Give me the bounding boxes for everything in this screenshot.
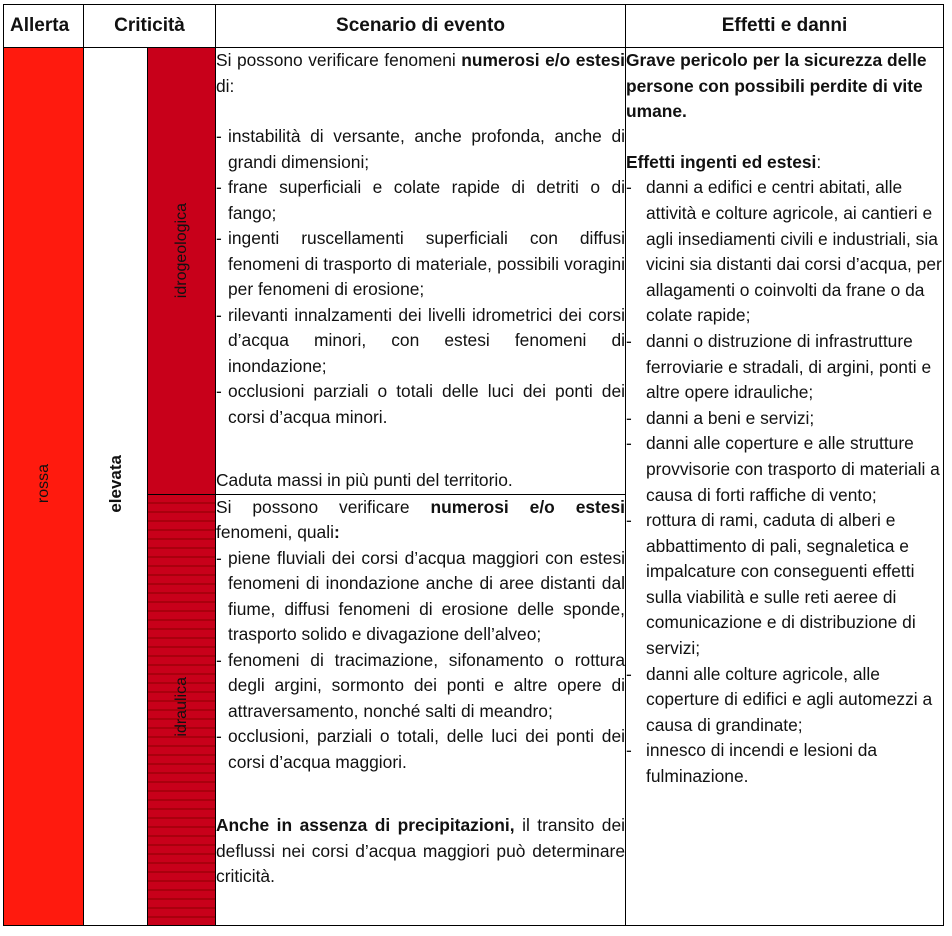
- list-item: - rottura di rami, caduta di alberi e abbattimento di pali, segnaletica e impalcature con conseguenti effetti sulla viabilità e sulle reti aeree di comunicazione e di distribuzione di servizi;: [626, 508, 943, 662]
- row-idrogeologica: [4, 48, 944, 495]
- header-allerta: Allerta: [4, 5, 84, 48]
- type-label-idrogeologica: idrogeologica: [172, 203, 190, 299]
- criticita-label: elevata: [105, 455, 125, 513]
- list-item: - piene fluviali dei corsi d’acqua maggiori con estesi fenomeni di inondazione anche di aree distanti dal fiume, diffusi fenomeni di erosione delle sponde, trasporto solido e divagazione dell’alveo;: [216, 546, 625, 648]
- effetti-list: [626, 175, 943, 789]
- list-item: - frane superficiali e colate rapide di detriti o di fango;: [216, 175, 625, 226]
- list-item: - danni o distruzione di infrastrutture ferroviarie e stradali, di argini, ponti e altre opere idrauliche;: [626, 329, 943, 406]
- header-row: [4, 5, 944, 48]
- list-item: - danni a beni e servizi;: [626, 406, 943, 432]
- list-item: - danni a edifici e centri abitati, alle attività e colture agricole, ai cantieri e agli insediamenti civili e industriali, sia vicini sia distanti dai corsi d’acqua, per allagamenti o coinvolti da frane o da colate rapide;: [626, 175, 943, 329]
- scenario-list: [216, 124, 625, 430]
- list-item: - occlusioni parziali o totali delle luci dei ponti dei corsi d’acqua minori.: [216, 379, 625, 430]
- alert-table: [3, 4, 944, 926]
- allerta-label: rossa: [34, 464, 52, 504]
- scenario-intro: Si possono verificare fenomeni numerosi e/o estesi di:: [216, 50, 625, 96]
- scenario-footer: Anche in assenza di precipitazioni, il transito dei deflussi nei corsi d’acqua maggiori può determinare criticità.: [216, 815, 626, 886]
- list-item: - innesco di incendi e lesioni da fulminazione.: [626, 738, 943, 789]
- list-item: - occlusioni, parziali o totali, delle luci dei ponti dei corsi d’acqua maggiori.: [216, 724, 625, 775]
- list-item: - danni alle colture agricole, alle coperture di edifici e agli automezzi a causa di grandinate;: [626, 662, 943, 739]
- effetti-cell: [626, 48, 944, 926]
- list-item: - rilevanti innalzamenti dei livelli idrometrici dei corsi d’acqua minori, con estesi fenomeni di inondazione;: [216, 303, 625, 380]
- header-criticita: Criticità: [84, 5, 216, 48]
- scenario-idrogeologica: [216, 48, 626, 495]
- list-item: - fenomeni di tracimazione, sifonamento o rottura degli argini, sormonto dei ponti e altre opere di attraversamento, nonché salti di meandro;: [216, 648, 625, 725]
- list-item: - ingenti ruscellamenti superficiali con diffusi fenomeni di trasporto di materiale, possibili voragini per fenomeni di erosione;: [216, 226, 625, 303]
- scenario-idraulica: [216, 494, 626, 926]
- allerta-cell: [4, 48, 84, 926]
- scenario-intro: Si possono verificare numerosi e/o estesi fenomeni, quali:: [216, 496, 626, 542]
- scenario-footer: Caduta massi in più punti del territorio.: [216, 470, 513, 490]
- list-item: - instabilità di versante, anche profonda, anche di grandi dimensioni;: [216, 124, 625, 175]
- header-effetti: Effetti e danni: [626, 5, 944, 48]
- list-item: - danni alle coperture e alle strutture provvisorie con trasporto di materiali a causa di forti raffiche di vento;: [626, 431, 943, 508]
- type-band-idrogeologica: [148, 48, 216, 495]
- header-scenario: Scenario di evento: [216, 5, 626, 48]
- criticita-cell: [84, 48, 148, 926]
- effetti-subtitle: Effetti ingenti ed estesi:: [626, 151, 822, 172]
- type-label-idraulica: idraulica: [172, 677, 190, 738]
- type-band-idraulica: [148, 494, 216, 926]
- effetti-warning: Grave pericolo per la sicurezza delle persone con possibili perdite di vite umane.: [626, 50, 927, 122]
- scenario-list: [216, 546, 625, 776]
